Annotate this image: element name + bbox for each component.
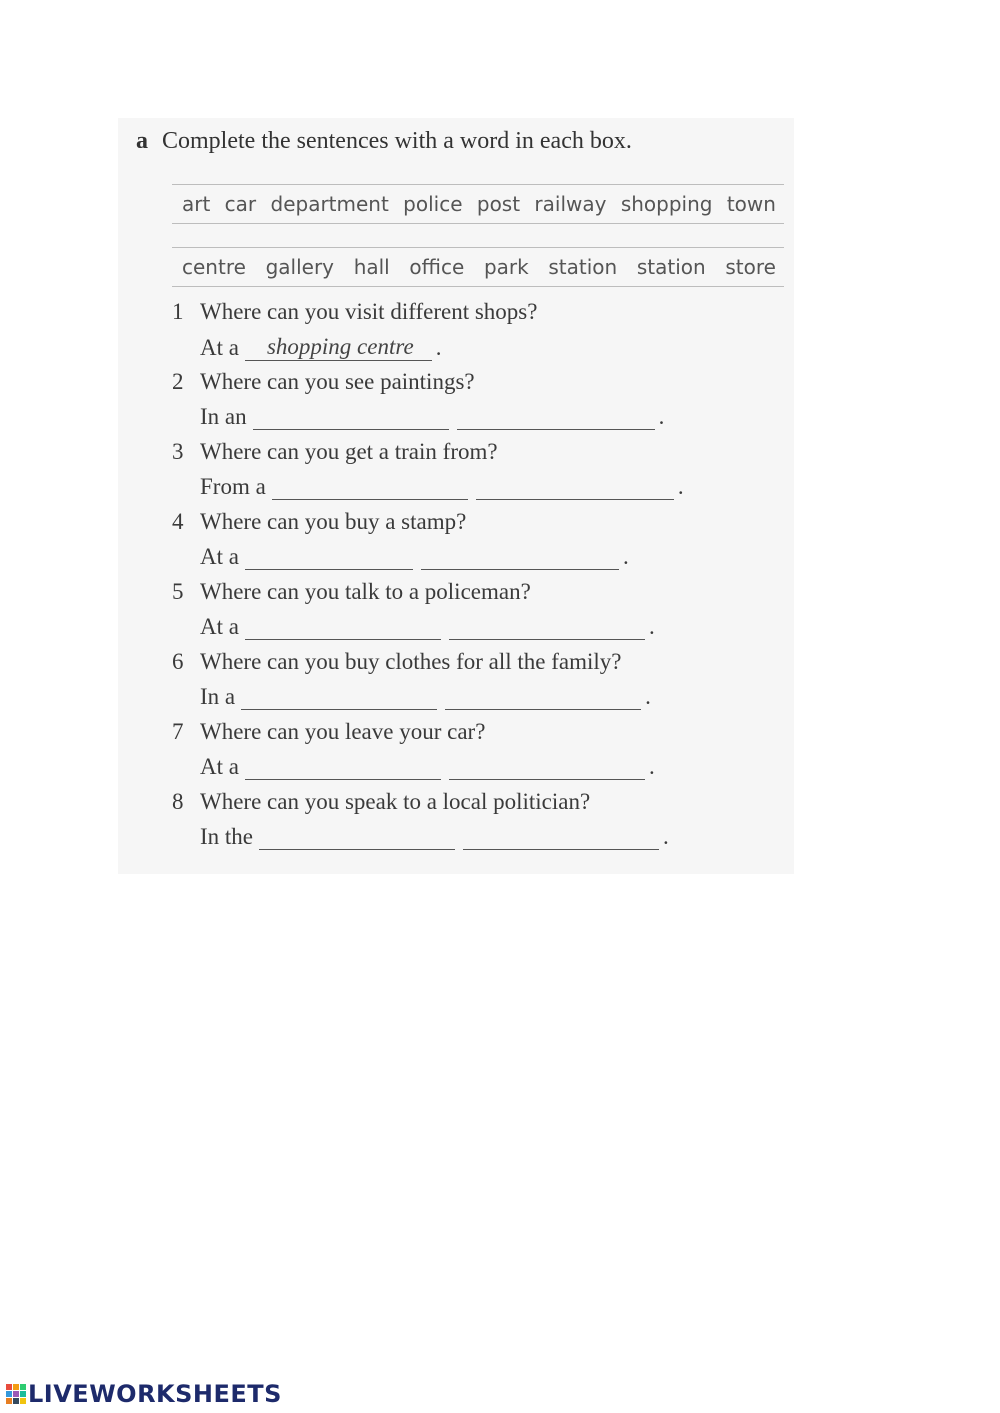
logo-cell [20,1391,26,1397]
word-box-1-item: art [182,192,211,216]
answer-blank-first[interactable] [245,617,441,640]
question-text: Where can you get a train from? [200,439,498,464]
question-text: Where can you buy clothes for all the family? [200,649,622,674]
question-number: 8 [172,789,184,814]
logo-cell [6,1398,12,1404]
question-text: Where can you visit different shops? [200,299,538,324]
answer-prefix: From a [200,474,266,499]
question-1 [172,299,537,325]
logo-cell [13,1391,19,1397]
answer-end: . [648,754,655,779]
word-box-1-item: town [726,192,776,216]
word-box-2-item: office [409,255,465,279]
answer-line-8 [200,824,669,850]
answer-blank-second[interactable] [457,407,655,430]
answer-blank-second[interactable] [445,687,641,710]
answer-prefix: At a [200,544,239,569]
answer-end: . [663,824,669,849]
question-text: Where can you see paintings? [200,369,475,394]
logo-cell [13,1384,19,1390]
word-box-1-item: car [224,192,257,216]
answer-blank-first[interactable] [241,687,437,710]
answer-end: . [645,684,651,709]
word-box-2-item: gallery [265,255,335,279]
question-2 [172,369,475,395]
answer-blank-second[interactable] [476,477,674,500]
question-text: Where can you speak to a local politician? [200,789,591,814]
answer-blank-first[interactable] [272,477,468,500]
answer-line-2 [200,404,664,430]
answer-prefix: At a [200,614,239,639]
answer-prefix: At a [200,754,239,779]
word-box-1-item: shopping [620,192,713,216]
answer-line-1 [200,334,441,361]
answer-line-5 [200,614,655,640]
instruction-text: Complete the sentences with a word in each box. [162,128,632,154]
answer-blank-second[interactable] [449,757,645,780]
word-box-2-item: park [483,255,529,279]
answer-blank-first[interactable] [245,547,413,570]
word-box-1-item: railway [534,192,607,216]
answer-blank-first[interactable] [259,827,455,850]
answer-prefix: In an [200,404,247,429]
answer-end: . [435,335,442,360]
logo-cell [20,1398,26,1404]
word-box-1-item: department [270,192,389,216]
question-number: 6 [172,649,184,674]
answer-blank-first[interactable] [253,407,449,430]
question-7 [172,719,485,745]
word-box-2-item: hall [353,255,390,279]
answer-blank-first[interactable] [245,757,441,780]
answer-end: . [648,614,655,639]
example-answer: shopping centre [245,334,432,361]
question-5 [172,579,531,605]
answer-blank-second[interactable] [463,827,659,850]
question-number: 4 [172,509,184,534]
question-8 [172,789,590,815]
question-text: Where can you leave your car? [200,719,486,744]
liveworksheets-logo-icon [6,1384,26,1404]
word-box-2-item: station [548,255,618,279]
answer-prefix: At a [200,335,239,360]
answer-end: . [658,404,665,429]
question-text: Where can you buy a stamp? [200,509,467,534]
exercise-letter: a [136,128,148,154]
question-number: 3 [172,439,184,464]
answer-line-7 [200,754,655,780]
answer-prefix: In a [200,684,236,709]
answer-line-6 [200,684,651,710]
question-number: 7 [172,719,184,744]
answer-line-3 [200,474,684,500]
question-4 [172,509,466,535]
word-box-1-item: post [476,192,521,216]
word-box-2-item: centre [182,255,246,279]
liveworksheets-footer [6,1380,282,1408]
word-box-1 [172,184,784,224]
answer-blank-second[interactable] [449,617,645,640]
answer-blank-second[interactable] [421,547,619,570]
word-box-1-item: police [403,192,463,216]
question-text: Where can you talk to a policeman? [200,579,531,604]
answer-prefix: In the [200,824,254,849]
word-box-2 [172,247,784,287]
brand-name: LIVEWORKSHEETS [28,1380,282,1408]
logo-cell [6,1384,12,1390]
logo-cell [6,1391,12,1397]
word-box-2-item: station [636,255,706,279]
question-number: 2 [172,369,184,394]
logo-cell [20,1384,26,1390]
answer-end: . [677,474,684,499]
exercise-heading [136,128,632,155]
question-number: 5 [172,579,184,604]
question-3 [172,439,498,465]
answer-end: . [622,544,629,569]
logo-cell [13,1398,19,1404]
answer-line-4 [200,544,629,570]
word-box-2-item: store [725,255,776,279]
question-6 [172,649,622,675]
question-number: 1 [172,299,184,324]
